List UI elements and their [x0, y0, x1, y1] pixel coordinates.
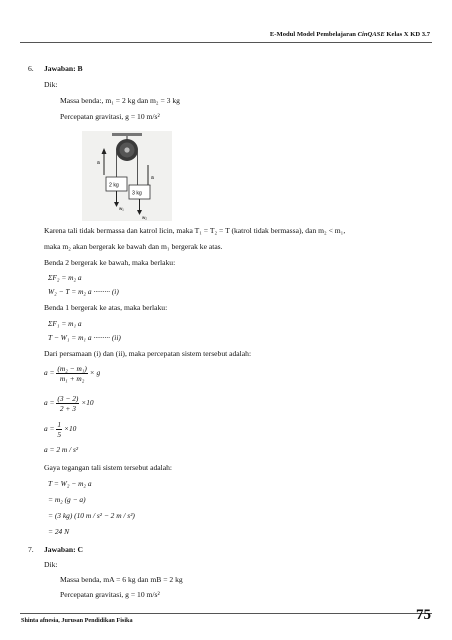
q6-benda1: Benda 1 bergerak ke atas, maka berlaku:: [44, 303, 168, 312]
q7-gravity-line: Percepatan gravitasi, g = 10 m/s²: [60, 590, 160, 599]
page-number: 75: [416, 607, 431, 623]
eq-sumF2: ΣF₂ = m₂ a: [48, 273, 82, 282]
acc-fraction-3: a = $\frac{1}{5}$ ×10: [44, 420, 77, 439]
fig-w1: w₁: [119, 206, 124, 211]
footer-rule: [20, 613, 432, 614]
q6-answer: Jawaban: B: [44, 64, 83, 73]
q7-number: 7.: [28, 545, 34, 554]
pulley-diagram: [82, 131, 172, 221]
eq-i: W₂ − T = m₂ a ········· (i): [48, 287, 119, 296]
q6-benda2: Benda 2 bergerak ke bawah, maka berlaku:: [44, 258, 176, 267]
tension-line-3: = (3 kg) (10 m / s² − 2 m / s²): [48, 511, 135, 520]
tension-line-1: T = W₂ − m₂ a: [48, 479, 92, 488]
q6-dik: Dik:: [44, 80, 58, 89]
fig-box1-label: 2 kg: [109, 182, 119, 189]
acc-fraction-1: a = $\frac{\text{(m₂ − m₁)}}{\text{m₁ + m₂}}$ × g: [44, 364, 101, 383]
fig-label-a-left: a: [97, 160, 100, 166]
tension-line-4: = 24 N: [48, 527, 70, 536]
acc-result: a = 2 m / s²: [44, 445, 79, 454]
running-header: E-Modul Model Pembelajaran CinQASE Kelas X KD 3.7: [269, 31, 430, 38]
fig-box2-label: 3 kg: [132, 190, 142, 197]
q6-mass-line: Massa benda:, m₁ = 2 kg dan m₂ = 3 kg: [60, 96, 180, 105]
footer-author: Shinta afnesia, Jurusan Pendidikan Fisika: [21, 617, 133, 624]
fig-label-a-right: a: [151, 175, 154, 181]
acc-fraction-2: a = $\frac{(3 - 2)}{2 + 3}$ ×10: [44, 394, 94, 413]
q7-dik: Dik:: [44, 560, 58, 569]
q7-answer: Jawaban: C: [44, 545, 84, 554]
tension-line-2: = m₂ (g − a): [48, 495, 86, 504]
model-name: CinQASE: [357, 31, 385, 38]
q6-gravity-line: Percepatan gravitasi, g = 10 m/s²: [60, 112, 160, 121]
q6-gaya: Gaya tegangan tali sistem tersebut adalah:: [44, 463, 172, 472]
q6-para1-line1: Karena tali tidak bermassa dan katrol licin, maka T₁ = T₂ = T (katrol tidak bermassa), dan m₂ < m₁,: [44, 226, 346, 235]
eq-sumF1: ΣF₁ = m₁ a: [48, 319, 82, 328]
q6-number: 6.: [28, 64, 34, 73]
q6-para1-line2: maka m₂ akan bergerak ke bawah dan m₁ bergerak ke atas.: [44, 242, 223, 251]
fig-w2: w₂: [142, 215, 147, 220]
eq-ii: T − W₁ = m₁ a ········· (ii): [48, 333, 121, 342]
header-rule: [20, 42, 432, 43]
q7-mass-line: Massa benda, mA = 6 kg dan mB = 2 kg: [60, 575, 183, 584]
q6-dari: Dari persamaan (i) dan (ii), maka percepatan sistem tersebut adalah:: [44, 349, 252, 358]
